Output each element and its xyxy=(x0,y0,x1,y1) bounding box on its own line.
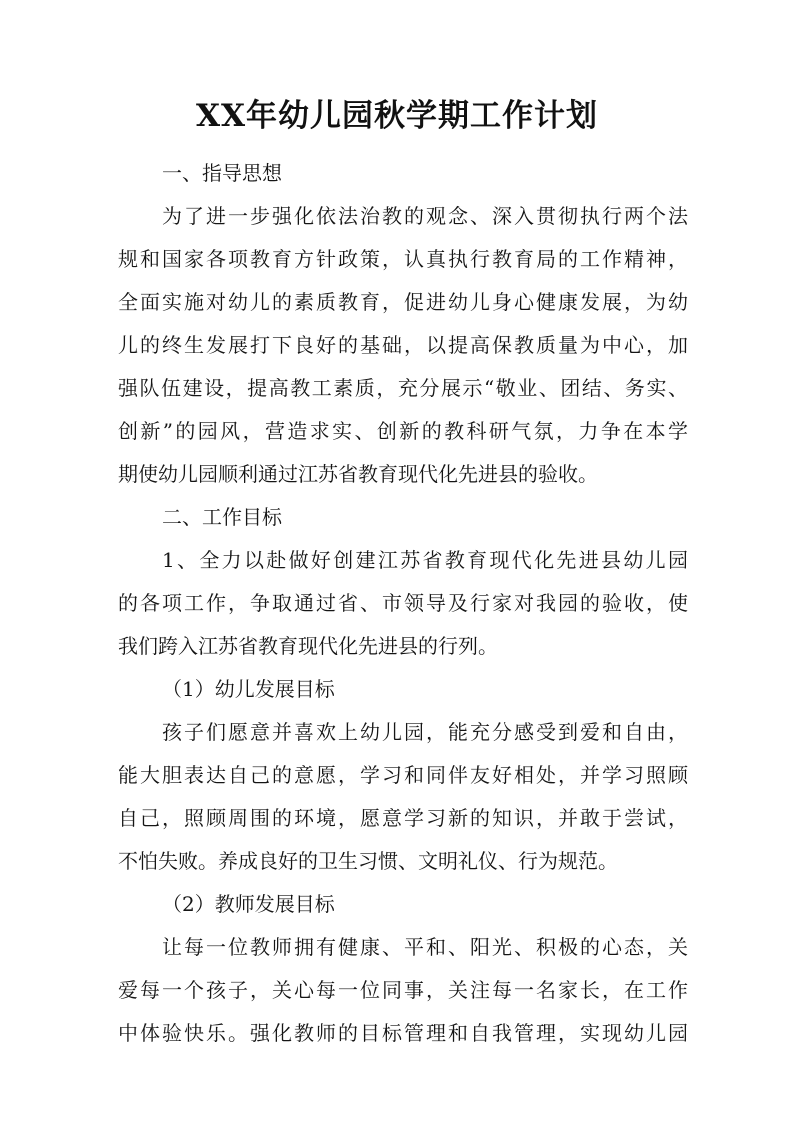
paragraph-guiding-ideology xyxy=(118,195,688,496)
paragraph-line: 规和国家各项教育方针政策，认真执行教育局的工作精神， xyxy=(118,247,688,271)
paragraph-line: 的各项工作，争取通过省、市领导及行家对我园的验收，使 xyxy=(118,591,688,615)
paragraph-line: 爱每一个孩子，关心每一位同事，关注每一名家长，在工作 xyxy=(118,978,688,1002)
subsection-heading-teacher-goals: （2）教师发展目标 xyxy=(162,892,335,916)
section-heading-work-goals: 二、工作目标 xyxy=(162,505,282,529)
paragraph-line: 期使幼儿园顺利通过江苏省教育现代化先进县的验收。 xyxy=(118,462,598,486)
paragraph-line: 中体验快乐。强化教师的目标管理和自我管理，实现幼儿园 xyxy=(118,1021,688,1045)
paragraph-teacher-goals xyxy=(118,926,688,1055)
paragraph-work-goals xyxy=(118,539,688,668)
section-heading-guiding-ideology: 一、指导思想 xyxy=(162,161,282,185)
paragraph-line: 儿的终生发展打下良好的基础，以提高保教质量为中心，加 xyxy=(118,333,688,357)
document-title: XX年幼儿园秋学期工作计划 xyxy=(195,98,599,134)
paragraph-line: 不怕失败。养成良好的卫生习惯、文明礼仪、行为规范。 xyxy=(118,849,618,873)
paragraph-line: 能大胆表达自己的意愿，学习和同伴友好相处，并学习照顾 xyxy=(118,763,688,787)
paragraph-line: 1、全力以赴做好创建江苏省教育现代化先进县幼儿园 xyxy=(162,548,688,572)
document-body xyxy=(118,152,688,1055)
paragraph-line: 创新”的园风，营造求实、创新的教科研气氛，力争在本学 xyxy=(118,419,688,443)
paragraph-line: 自己，照顾周围的环境，愿意学习新的知识，并敢于尝试， xyxy=(118,806,688,830)
paragraph-line: 强队伍建设，提高教工素质，充分展示“敬业、团结、务实、 xyxy=(118,376,688,400)
subsection-heading-child-goals: （1）幼儿发展目标 xyxy=(162,677,335,701)
paragraph-line: 孩子们愿意并喜欢上幼儿园，能充分感受到爱和自由， xyxy=(162,720,688,744)
paragraph-line: 我们跨入江苏省教育现代化先进县的行列。 xyxy=(118,634,498,658)
paragraph-child-goals xyxy=(118,711,688,883)
paragraph-line: 让每一位教师拥有健康、平和、阳光、积极的心态，关 xyxy=(162,935,688,959)
paragraph-line: 全面实施对幼儿的素质教育，促进幼儿身心健康发展，为幼 xyxy=(118,290,688,314)
paragraph-line: 为了进一步强化依法治教的观念、深入贯彻执行两个法 xyxy=(162,204,688,228)
